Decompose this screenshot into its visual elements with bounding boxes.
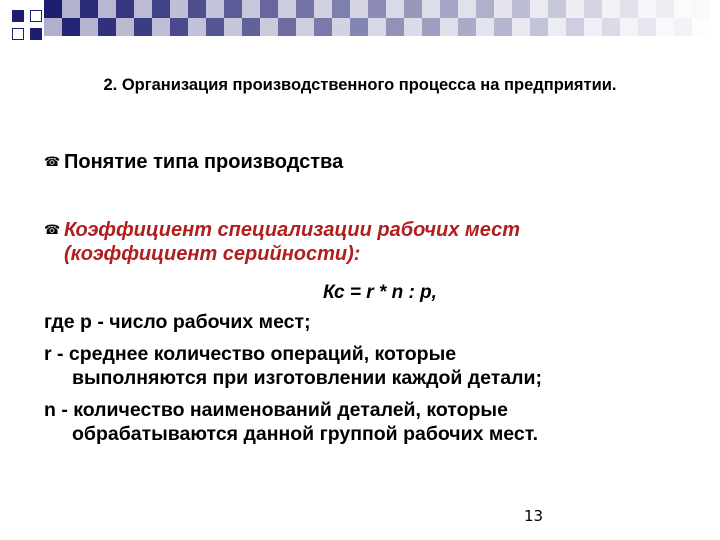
decor-cell (548, 18, 566, 36)
definition-line: где р - число рабочих мест; (44, 311, 311, 333)
decor-cell (638, 0, 656, 18)
decor-square (30, 28, 42, 40)
decor-cell (422, 0, 440, 18)
decor-cell (404, 18, 422, 36)
decor-cell (62, 18, 80, 36)
decor-cell (80, 18, 98, 36)
decor-cell (386, 0, 404, 18)
decor-cell (602, 18, 620, 36)
definition-line: обрабатываются данной группой рабочих мест. (72, 423, 538, 445)
decor-cell (296, 18, 314, 36)
decor-cell (404, 0, 422, 18)
decor-cell (548, 0, 566, 18)
decor-cell (440, 0, 458, 18)
decor-cell (152, 18, 170, 36)
decor-cell (368, 18, 386, 36)
decor-checker-band (44, 0, 720, 36)
decor-square (12, 10, 24, 22)
decor-cell (224, 18, 242, 36)
decor-cell (656, 0, 674, 18)
decor-cell (332, 0, 350, 18)
decor-cell (692, 18, 710, 36)
bullet-text-highlight (64, 218, 520, 266)
decor-cell (188, 18, 206, 36)
definition-line: выполняются при изготовлении каждой детали; (72, 367, 542, 389)
decor-cell (620, 0, 638, 18)
formula: Кс = r * n : p, (323, 282, 437, 303)
decor-cell (260, 18, 278, 36)
definition-line: n - количество наименований деталей, которые (44, 399, 508, 421)
decor-square (30, 10, 42, 22)
decor-cell (80, 0, 98, 18)
decor-cell (368, 0, 386, 18)
bullet-text: Понятие типа производства (64, 151, 344, 173)
decor-cell (206, 18, 224, 36)
decor-cell (242, 18, 260, 36)
decor-cell (422, 18, 440, 36)
decor-cell (98, 18, 116, 36)
decor-cell (242, 0, 260, 18)
definition-p (44, 310, 684, 334)
decor-cell (350, 0, 368, 18)
decor-cell (170, 18, 188, 36)
decor-cell (314, 0, 332, 18)
phone-icon: ☎ (44, 154, 61, 169)
decor-cell (602, 0, 620, 18)
decor-cell (386, 18, 404, 36)
decor-cell (494, 0, 512, 18)
decor-cell (314, 18, 332, 36)
decor-cell (566, 18, 584, 36)
definition-n (44, 398, 684, 446)
decor-cell (98, 0, 116, 18)
decor-cell (656, 18, 674, 36)
decor-cell (476, 0, 494, 18)
decor-cell (170, 0, 188, 18)
decor-cell (260, 0, 278, 18)
decor-cell (566, 0, 584, 18)
slide-title: 2. Организация производственного процесса на предприятии. (103, 76, 617, 94)
decor-cell (350, 18, 368, 36)
decor-cell (152, 0, 170, 18)
decor-cell (134, 18, 152, 36)
decor-cell (116, 0, 134, 18)
bullet-item (44, 150, 343, 174)
decor-square (12, 28, 24, 40)
decor-cell (494, 18, 512, 36)
decor-cell (638, 18, 656, 36)
decor-cell (710, 0, 720, 18)
decor-cell (134, 0, 152, 18)
bullet-line: (коэффициент серийности): (64, 243, 361, 265)
page-number: 13 (524, 507, 544, 525)
phone-icon: ☎ (44, 222, 61, 237)
definition-line: r - среднее количество операций, которые (44, 343, 457, 365)
decor-cell (278, 0, 296, 18)
decor-cell (692, 0, 710, 18)
decor-cell (584, 0, 602, 18)
decor-cell (620, 18, 638, 36)
decor-cell (530, 18, 548, 36)
decor-cell (458, 0, 476, 18)
decor-cell (188, 0, 206, 18)
decor-cell (710, 18, 720, 36)
decor-cell (62, 0, 80, 18)
decor-cell (296, 0, 314, 18)
decor-cell (512, 0, 530, 18)
definition-r (44, 342, 684, 390)
decor-cell (44, 0, 62, 18)
decor-cell (116, 18, 134, 36)
decor-cell (44, 18, 62, 36)
decor-cell (674, 18, 692, 36)
decor-cell (278, 18, 296, 36)
decor-cell (206, 0, 224, 18)
decor-cell (584, 18, 602, 36)
decor-cell (512, 18, 530, 36)
bullet-item (44, 218, 520, 266)
bullet-line: Коэффициент специализации рабочих мест (64, 219, 520, 241)
decor-cell (476, 18, 494, 36)
decor-cell (530, 0, 548, 18)
decor-cell (332, 18, 350, 36)
decor-cell (674, 0, 692, 18)
decor-cell (224, 0, 242, 18)
decor-cell (458, 18, 476, 36)
decor-cell (440, 18, 458, 36)
